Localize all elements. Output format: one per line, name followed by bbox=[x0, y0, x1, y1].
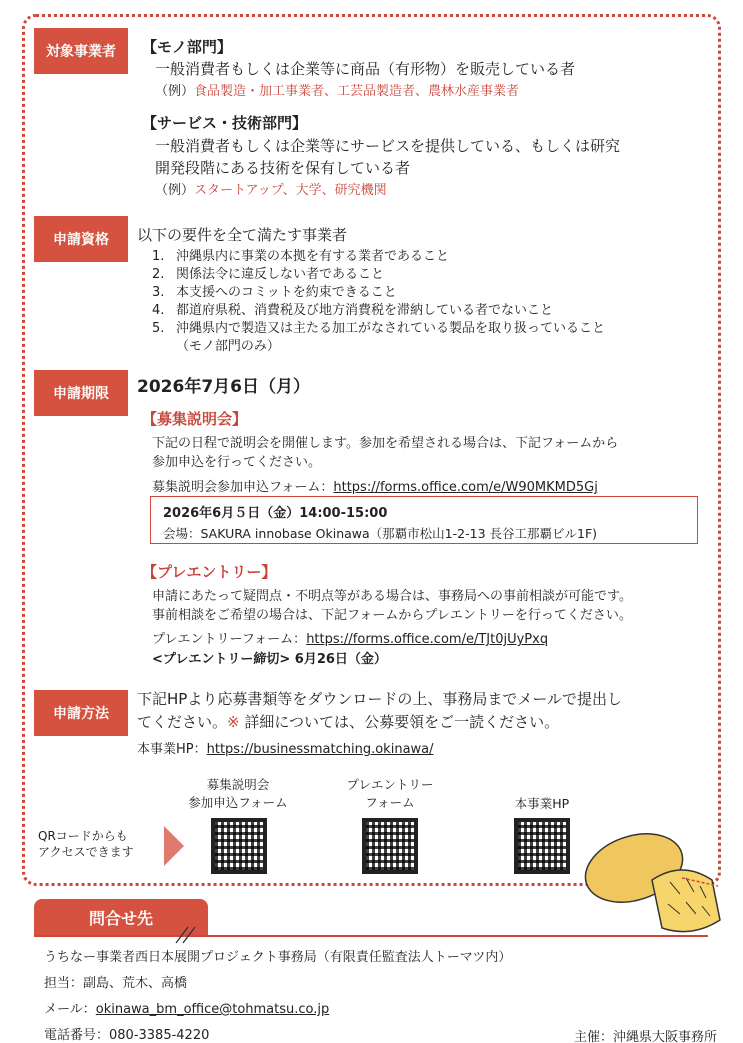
qr-code-briefing[interactable] bbox=[211, 818, 267, 874]
period-tag: 申請期限 bbox=[34, 370, 128, 416]
list-item: 1. 沖縄県内に事業の本拠を有する業者であること bbox=[152, 249, 450, 264]
pre-entry-form-link[interactable]: https://forms.office.com/e/TJt0jUyPxq bbox=[306, 632, 549, 647]
qr-pre-entry-label: プレエントリー フォーム bbox=[346, 777, 434, 810]
qr-code-hp[interactable] bbox=[514, 818, 570, 874]
contact-mail-line: メール：okinawa_bm_office@tohmatsu.co.jp bbox=[44, 1002, 330, 1017]
qualification-intro: 以下の要件を全て満たす事業者 bbox=[137, 226, 348, 244]
qr-code-pre-entry[interactable] bbox=[362, 818, 418, 874]
arrow-icon bbox=[164, 826, 184, 866]
method-desc-2: てください。※ 詳細については、公募要領をご一読ください。 bbox=[137, 713, 560, 731]
eligible-tag: 対象事業者 bbox=[34, 28, 128, 74]
mono-desc: 一般消費者もしくは企業等に商品（有形物）を販売している者 bbox=[155, 60, 576, 78]
contact-tab: 問合せ先 bbox=[34, 899, 208, 935]
pre-entry-desc-2: 事前相談をご希望の場合は、下記フォームからプレエントリーを行ってください。 bbox=[152, 608, 632, 623]
qualification-tag: 申請資格 bbox=[34, 216, 128, 262]
pre-entry-heading: 【プレエントリー】 bbox=[142, 563, 277, 581]
contact-phone: 電話番号：080-3385-4220 bbox=[44, 1028, 210, 1043]
service-heading: 【サービス・技術部門】 bbox=[142, 114, 308, 132]
qr-hp-label: 本事業HP bbox=[514, 796, 570, 811]
contact-person: 担当：副島、荒木、高橋 bbox=[44, 976, 188, 991]
briefing-form-link[interactable]: https://forms.office.com/e/W90MKMD5Gj bbox=[333, 480, 598, 495]
contact-mail-link[interactable]: okinawa_bm_office@tohmatsu.co.jp bbox=[95, 1002, 330, 1017]
method-tag: 申請方法 bbox=[34, 690, 128, 736]
briefing-datetime: 2026年6月５日（金）14:00-15:00 bbox=[163, 506, 388, 521]
slash-divider-icon bbox=[172, 926, 200, 944]
list-item: 3. 本支援へのコミットを約束できること bbox=[152, 285, 397, 300]
organizer: 主催：沖縄県大阪事務所 bbox=[574, 1030, 718, 1043]
qualification-list bbox=[152, 248, 605, 356]
list-item-cont: （モノ部門のみ） bbox=[176, 339, 280, 354]
briefing-venue: 会場：SAKURA innobase Okinawa（那覇市松山1-2-13 長谷工那覇ビル1F) bbox=[163, 526, 598, 541]
mono-heading: 【モノ部門】 bbox=[142, 38, 232, 56]
briefing-heading: 【募集説明会】 bbox=[142, 410, 248, 428]
service-desc-2: 開発段階にある技術を保有している者 bbox=[155, 159, 411, 177]
qr-access-text: QRコードからも アクセスできます bbox=[38, 829, 134, 859]
pre-entry-deadline: <プレエントリー締切> 6月26日（金） bbox=[152, 652, 387, 667]
mango-illustration bbox=[582, 820, 732, 940]
list-item: 5. 沖縄県内で製造又は主たる加工がなされている製品を取り扱っていること bbox=[152, 321, 606, 336]
service-desc-1: 一般消費者もしくは企業等にサービスを提供している、もしくは研究 bbox=[155, 137, 621, 155]
mono-example: （例）食品製造・加工事業者、工芸品製造者、農林水産事業者 bbox=[155, 84, 520, 99]
briefing-form-line: 募集説明会参加申込フォーム：https://forms.office.com/e/W90MKMD5Gj bbox=[152, 480, 598, 495]
hp-line: 本事業HP：https://businessmatching.okinawa/ bbox=[137, 742, 434, 757]
list-item: 4. 都道府県税、消費税及び地方消費税を滞納している者でないこと bbox=[152, 303, 554, 318]
hp-link[interactable]: https://businessmatching.okinawa/ bbox=[206, 742, 434, 757]
method-desc-1: 下記HPより応募書類等をダウンロードの上、事務局までメールで提出し bbox=[137, 690, 623, 708]
deadline: 2026年7月6日（月） bbox=[137, 377, 310, 397]
pre-entry-desc-1: 申請にあたって疑問点・不明点等がある場合は、事務局への事前相談が可能です。 bbox=[152, 589, 632, 604]
contact-office: うちなー事業者西日本展開プロジェクト事務局（有限責任監査法人トーマツ内） bbox=[44, 950, 512, 965]
briefing-desc-2: 参加申込を行ってください。 bbox=[152, 455, 322, 470]
briefing-desc-1: 下記の日程で説明会を開催します。参加を希望される場合は、下記フォームから bbox=[152, 436, 619, 451]
briefing-info-box bbox=[150, 496, 698, 544]
pre-entry-form-line: プレエントリーフォーム：https://forms.office.com/e/TJt0jUyPxq bbox=[152, 632, 549, 647]
contact-divider bbox=[34, 935, 708, 937]
list-item: 2. 関係法令に違反しない者であること bbox=[152, 267, 385, 282]
qr-briefing-label: 募集説明会 参加申込フォーム bbox=[188, 777, 288, 810]
service-example: （例）スタートアップ、大学、研究機関 bbox=[155, 183, 387, 198]
